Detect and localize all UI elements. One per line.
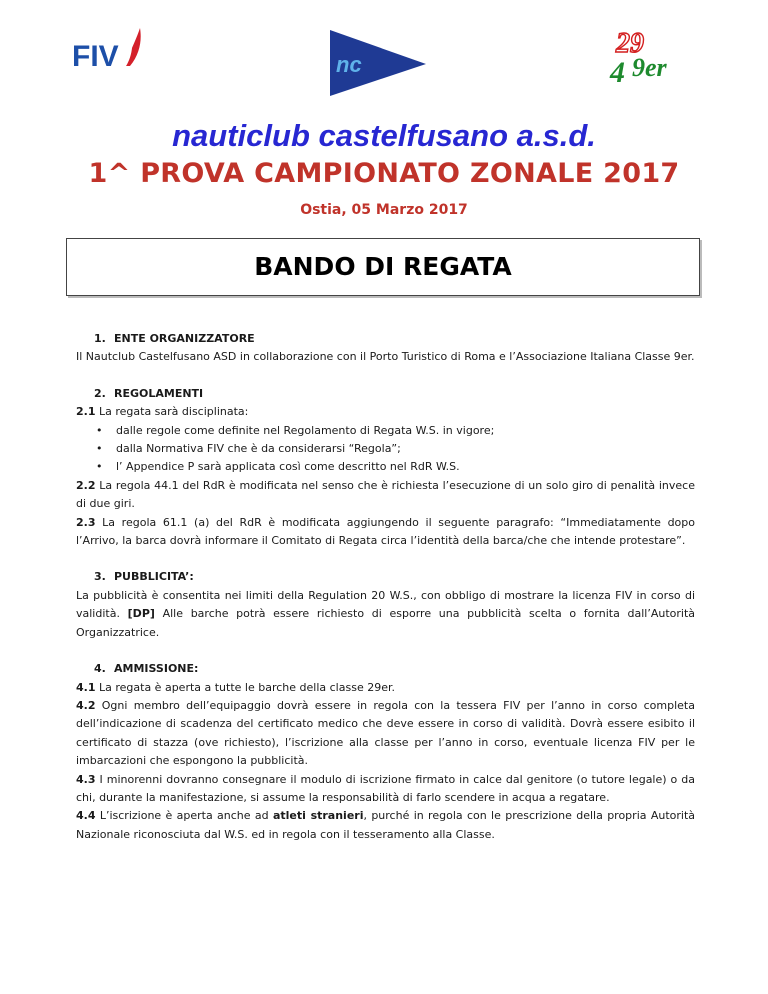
paragraph-2-2 [76,477,695,514]
section-4-heading [76,660,695,678]
paragraph-4-1-text: La regata è aperta a tutte le barche della classe 29er. [95,680,395,694]
paragraph-2-1-text: La regata sarà disciplinata: [95,405,249,419]
fiv-logo-text: FIV [72,40,119,73]
paragraph-2-3 [76,514,695,551]
paragraph-2-2-label: 2.2 [76,478,96,492]
section-3-title: PUBBLICITA’: [114,570,194,584]
nauticlub-pennant-logo [328,28,428,98]
list-item: • l’ Appendice P sarà applicata così come descritto nel RdR W.S. [94,458,695,476]
paragraph-4-2 [76,697,695,771]
rules-bullet-list [76,422,695,477]
paragraph-4-4-bold: atleti stranieri [272,809,364,823]
paragraph-4-4-text-a: L’iscrizione è aperta anche ad [95,809,273,823]
section-3-text-a: La pubblicità è consentita nei limiti della Regulation 20 W.S., con obbligo di mostrare la licenza FIV in corso di validità. [76,588,695,621]
paragraph-4-2-text: Ogni membro dell’equipaggio dovrà essere in regola con la tessera FIV per l’anno in corso completa dell’indicazione di scadenza del certificato medico che deve essere in corso di validità. Dovrà essere esibito il certificato di stazza (ove richiesto), l’iscrizione alla classe per l’anno in corso, eventuale licenza FIV per le imbarcazioni che espongono la pubblicità. [76,698,695,768]
section-4-title: AMMISSIONE: [114,662,199,676]
bando-title: BANDO DI REGATA [254,252,512,281]
section-1-number: 1. [94,332,106,345]
paragraph-4-3-label: 4.3 [76,772,96,786]
section-3-text-b: Alle barche potrà essere richiesto di esporre una pubblicità scelta o fornita dall’Autorità Organizzatrice. [76,607,696,639]
paragraph-4-1 [76,679,695,697]
list-item: • dalle regole come definite nel Regolamento di Regata W.S. in vigore; [94,422,695,440]
paragraph-4-3-text: I minorenni dovranno consegnare il modulo di iscrizione firmato in calce dal genitore (o tutore legale) o da chi, durante la manifestazione, si assume la responsabilità di farlo scendere in acqua a regatare. [76,772,695,804]
paragraph-2-3-label: 2.3 [76,515,96,529]
section-2-title: REGOLAMENTI [114,386,204,400]
paragraph-2-1 [76,403,695,421]
section-1-text: Il Nautclub Castelfusano ASD in collaborazione con il Porto Turistico di Roma e l’Associazione Italiana Classe 9er. [76,350,695,364]
paragraph-2-2-text: La regola 44.1 del RdR è modificata nel senso che è richiesta l’esecuzione di un solo giro di penalità invece di due giri. [76,478,695,511]
section-1-heading [76,330,695,348]
section-2-heading [76,385,695,403]
fiv-logo [70,22,150,82]
event-place-date: Ostia, 05 Marzo 2017 [300,202,468,218]
paragraph-4-2-label: 4.2 [76,698,96,712]
section-2-number: 2. [94,386,106,400]
bando-title-box [66,238,700,296]
paragraph-2-1-label: 2.1 [76,405,96,419]
paragraph-2-3-text: La regola 61.1 (a) del RdR è modificata aggiungendo il seguente paragrafo: “Immediatamente dopo l’Arrivo, la barca dovrà informare il Comitato di Regata circa l’identità della barca/che che intende protestare”. [76,515,695,548]
club-name: nauticlub castelfusano a.s.d. [172,118,596,153]
class-29er-logo [608,26,694,88]
section-3-number: 3. [94,570,106,584]
section-3-text [76,587,695,642]
paragraph-4-4-text-b: , purché in regola con le prescrizione della propria Autorità Nazionale riconosciuta dal W.S. ed in regola con il tesseramento alla Classe. [76,809,695,841]
document-body [76,330,695,844]
list-item: • dalla Normativa FIV che è da considerarsi “Regola”; [94,440,695,458]
section-3-heading [76,568,695,586]
class29-bottom-text: 4 [610,56,625,88]
paragraph-4-3 [76,771,695,808]
logos-row [0,22,768,92]
section-1-title: ENTE ORGANIZZATORE [114,332,255,345]
nc-logo-text: nc [336,52,362,77]
class29-er-text: 9er [632,53,667,82]
event-title: 1^ PROVA CAMPIONATO ZONALE 2017 [88,158,680,189]
dp-marker: [DP] [127,607,155,621]
section-4-number: 4. [94,662,106,676]
class29-top-text: 29 [616,28,644,59]
paragraph-4-4-label: 4.4 [76,809,96,823]
paragraph-4-4 [76,807,695,844]
paragraph-4-1-label: 4.1 [76,680,96,694]
